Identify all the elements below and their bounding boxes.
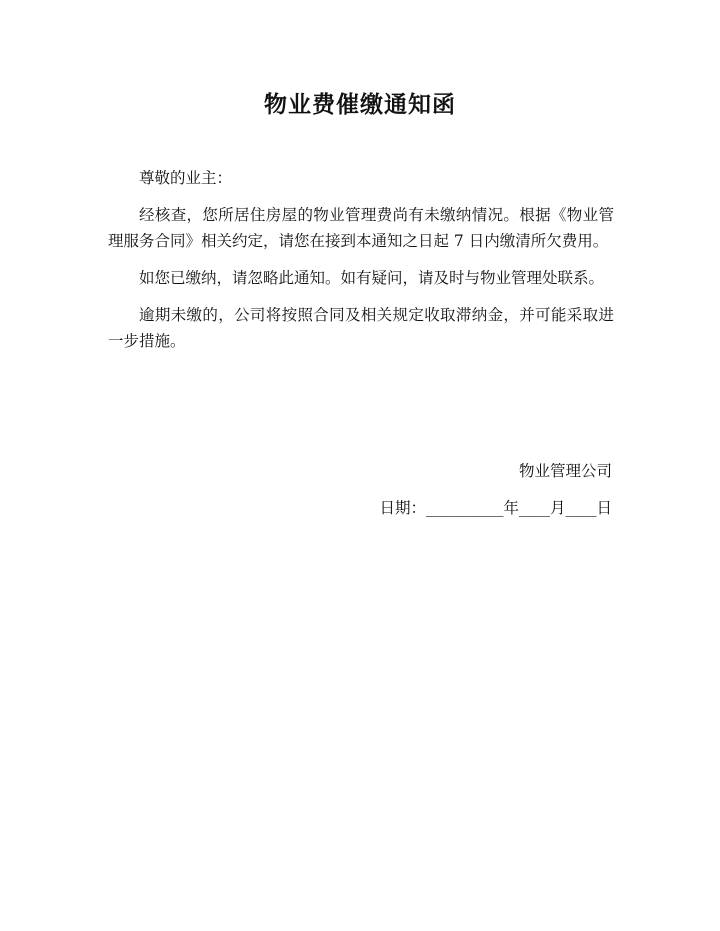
signature-company: 物业管理公司: [518, 462, 612, 480]
document-title: 物业费催缴通知函: [264, 92, 456, 118]
paragraph-already-paid: 如您已缴纳，请忽略此通知。如有疑问，请及时与物业管理处联系。: [139, 269, 605, 287]
salutation: 尊敬的业主：: [139, 169, 233, 187]
paragraph-overdue-notice: 经核查，您所居住房屋的物业管理费尚有未缴纳情况。根据《物业管理服务合同》相关约定，请您在接到本通知之日起 7 日内缴清所欠费用。: [108, 206, 614, 250]
date-line: 日期：__________年____月____日: [379, 499, 612, 517]
document-body: [108, 165, 614, 365]
paragraph-late-fee: 逾期未缴的，公司将按照合同及相关规定收取滞纳金，并可能采取进一步措施。: [108, 306, 614, 350]
